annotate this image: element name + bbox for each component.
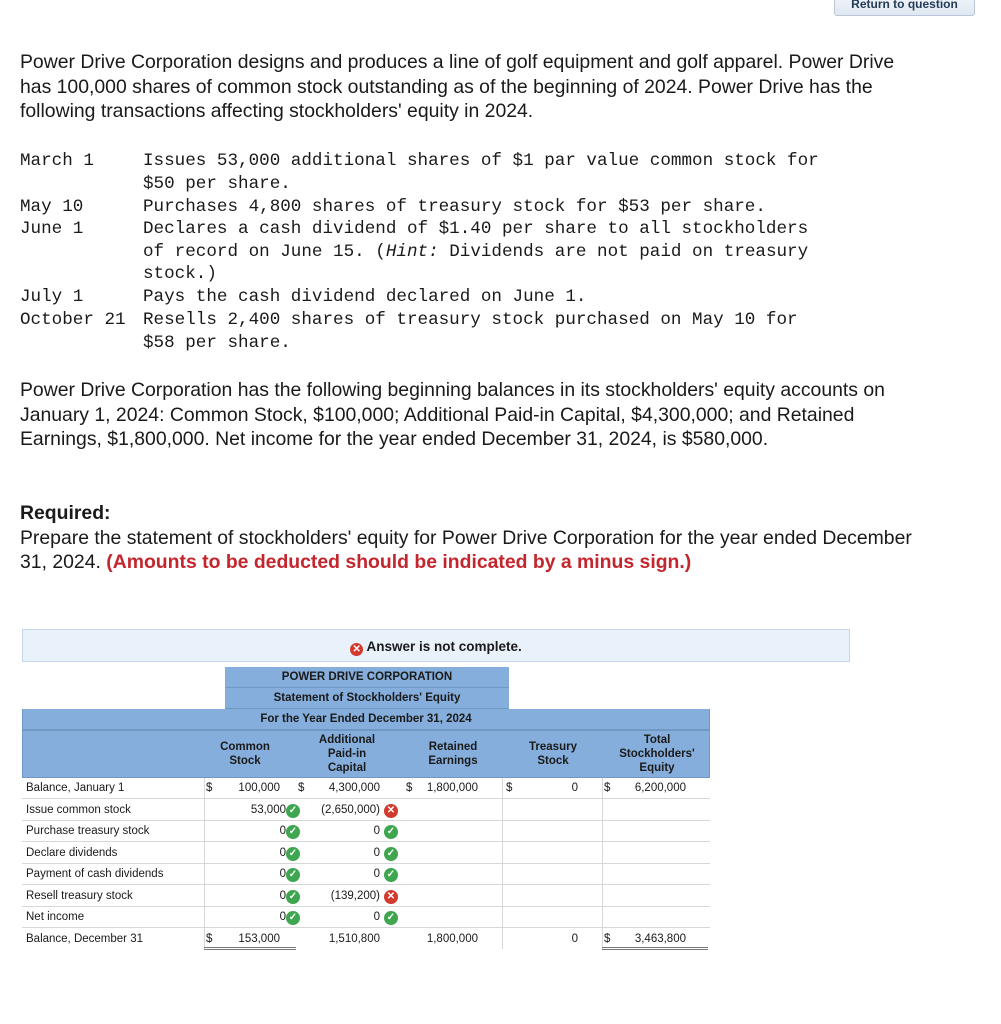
transaction-desc: Declares a cash dividend of $1.40 per share to all stockholders of record on June 15. (Hint: Dividends are not paid on treasury stock.) bbox=[143, 219, 809, 285]
statement-title: Statement of Stockholders' Equity bbox=[225, 688, 509, 709]
common-stock-cell[interactable]: 53,000 bbox=[250, 803, 286, 816]
transaction-date: July 1 bbox=[20, 287, 84, 307]
transaction-date: May 10 bbox=[20, 197, 84, 217]
apic-cell: 1,510,800 bbox=[328, 932, 380, 945]
transaction-desc: Issues 53,000 additional shares of $1 par value common stock for $50 per share. bbox=[143, 151, 819, 194]
row-label: Declare dividends bbox=[26, 846, 118, 859]
check-icon: ✓ bbox=[384, 847, 398, 861]
check-icon: ✓ bbox=[384, 911, 398, 925]
table-row bbox=[22, 843, 710, 864]
row-label: Balance, January 1 bbox=[26, 782, 125, 794]
required-note: (Amounts to be deducted should be indicated by a minus sign.) bbox=[106, 551, 692, 573]
balances-paragraph: Power Drive Corporation has the following beginning balances in its stockholders' equity accounts on January 1, 2024: Common Stock, $100,000; Additional Paid-in Capital, $4,300,000; and Retained Earnings, $1,800,000. Net income for the year ended December 31, 2024, is $580,000. bbox=[20, 379, 885, 450]
common-stock-cell[interactable]: 0 bbox=[279, 868, 286, 880]
double-underline bbox=[602, 947, 708, 950]
table-row bbox=[22, 821, 710, 842]
required-text: Prepare the statement of stockholders' equity for Power Drive Corporation for the year ended December 31, 2024. bbox=[20, 526, 912, 573]
row-label: Net income bbox=[26, 911, 85, 923]
apic-cell[interactable]: 0 bbox=[373, 911, 380, 923]
table-row bbox=[22, 929, 710, 950]
total-equity-cell: 3,463,800 bbox=[634, 932, 686, 945]
check-icon: ✓ bbox=[286, 868, 300, 882]
retained-earnings-cell: 1,800,000 bbox=[426, 932, 478, 945]
transaction-row bbox=[20, 196, 903, 219]
hint-label: Hint: bbox=[385, 241, 439, 262]
check-icon: ✓ bbox=[286, 890, 300, 904]
transaction-row bbox=[20, 309, 903, 354]
col-retained-earnings: Retained Earnings bbox=[428, 741, 478, 767]
return-to-question-button[interactable]: Return to question bbox=[834, 0, 975, 16]
table-row bbox=[22, 864, 710, 885]
transaction-row bbox=[20, 150, 903, 195]
currency-symbol: $ bbox=[206, 932, 213, 945]
common-stock-cell: 100,000 bbox=[238, 782, 280, 794]
currency-symbol: $ bbox=[604, 932, 611, 945]
col-total-equity: Total Stockholders' Equity bbox=[619, 734, 695, 774]
currency-symbol: $ bbox=[506, 782, 513, 794]
error-icon: ✕ bbox=[384, 890, 398, 904]
transaction-row bbox=[20, 218, 903, 286]
statement-company: POWER DRIVE CORPORATION bbox=[225, 667, 509, 688]
common-stock-cell[interactable]: 0 bbox=[279, 846, 286, 859]
apic-cell: 4,300,000 bbox=[328, 782, 380, 794]
currency-symbol: $ bbox=[206, 782, 213, 794]
currency-symbol: $ bbox=[406, 782, 413, 794]
answer-status-text: Answer is not complete. bbox=[366, 639, 522, 654]
row-label: Payment of cash dividends bbox=[26, 868, 164, 880]
treasury-stock-cell: 0 bbox=[571, 782, 578, 794]
currency-symbol: $ bbox=[604, 782, 611, 794]
col-treasury-stock: Treasury Stock bbox=[529, 741, 577, 767]
check-icon: ✓ bbox=[286, 911, 300, 925]
table-row bbox=[22, 886, 710, 907]
row-label: Issue common stock bbox=[26, 803, 131, 816]
apic-cell[interactable]: 0 bbox=[373, 846, 380, 859]
apic-cell[interactable]: 0 bbox=[373, 825, 380, 837]
common-stock-cell[interactable]: 0 bbox=[279, 825, 286, 837]
treasury-stock-cell: 0 bbox=[571, 932, 578, 945]
intro-paragraph: Power Drive Corporation designs and produces a line of golf equipment and golf apparel. Power Drive has 100,000 shares of common stock outstanding as of the beginning of 2024. Power Drive has the following transactions affecting stockholders' equity in 2024. bbox=[20, 51, 895, 122]
transaction-date: March 1 bbox=[20, 151, 94, 171]
required-title: Required: bbox=[20, 502, 111, 524]
apic-cell[interactable]: (2,650,000) bbox=[321, 803, 380, 816]
transaction-desc: Purchases 4,800 shares of treasury stock for $53 per share. bbox=[143, 197, 766, 217]
col-common-stock: Common Stock bbox=[220, 741, 270, 767]
transaction-row bbox=[20, 286, 903, 309]
retained-earnings-cell: 1,800,000 bbox=[426, 782, 478, 794]
required-section bbox=[20, 501, 920, 575]
row-label: Purchase treasury stock bbox=[26, 825, 150, 837]
col-apic: Additional Paid-in Capital bbox=[318, 734, 376, 774]
error-icon: ✕ bbox=[350, 643, 363, 656]
transaction-desc: Pays the cash dividend declared on June 1. bbox=[143, 287, 587, 307]
column-header-row bbox=[22, 730, 710, 778]
check-icon: ✓ bbox=[286, 825, 300, 839]
row-label: Balance, December 31 bbox=[26, 932, 143, 945]
error-icon: ✕ bbox=[384, 804, 398, 818]
answer-status-banner bbox=[22, 629, 850, 662]
common-stock-cell: 153,000 bbox=[238, 932, 280, 945]
transaction-date: June 1 bbox=[20, 219, 84, 239]
transaction-desc: Resells 2,400 shares of treasury stock purchased on May 10 for $58 per share. bbox=[143, 310, 798, 353]
common-stock-cell[interactable]: 0 bbox=[279, 889, 286, 902]
apic-cell[interactable]: 0 bbox=[373, 868, 380, 880]
common-stock-cell[interactable]: 0 bbox=[279, 911, 286, 923]
statement-period: For the Year Ended December 31, 2024 bbox=[22, 709, 710, 730]
table-row bbox=[22, 800, 710, 821]
check-icon: ✓ bbox=[286, 847, 300, 861]
currency-symbol: $ bbox=[298, 782, 305, 794]
table-row bbox=[22, 778, 710, 799]
table-row bbox=[22, 907, 710, 928]
check-icon: ✓ bbox=[384, 825, 398, 839]
total-equity-cell: 6,200,000 bbox=[634, 782, 686, 794]
apic-cell[interactable]: (139,200) bbox=[330, 889, 380, 902]
double-underline bbox=[204, 947, 296, 950]
check-icon: ✓ bbox=[384, 868, 398, 882]
check-icon: ✓ bbox=[286, 804, 300, 818]
transaction-date: October 21 bbox=[20, 310, 126, 330]
row-label: Resell treasury stock bbox=[26, 889, 133, 902]
